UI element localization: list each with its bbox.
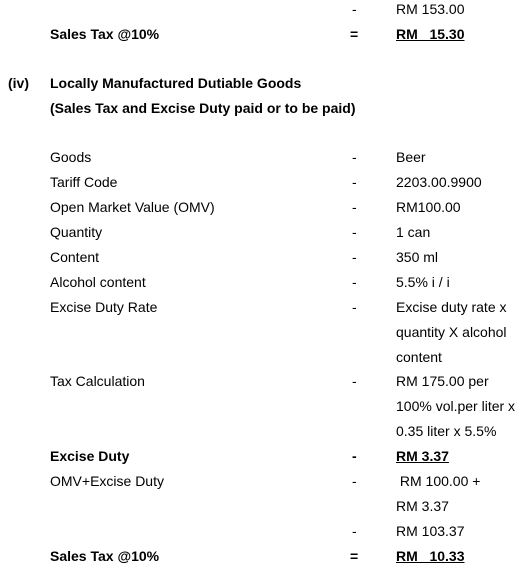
sales-tax-value: RM 15.30 <box>396 26 465 42</box>
section-number: (iv) <box>8 75 29 91</box>
separator-equals: = <box>350 26 359 42</box>
separator-dash: - <box>352 274 357 290</box>
row-value-quantity: 1 can <box>396 224 431 240</box>
separator-dash: - <box>352 473 357 489</box>
row-label-tariff-code: Tariff Code <box>50 174 118 190</box>
amount-value: RM 153.00 <box>396 1 465 17</box>
sales-tax-label: Sales Tax @10% <box>50 26 160 42</box>
sales-tax-label: Sales Tax @10% <box>50 548 160 564</box>
row-label-omv-plus-excise: OMV+Excise Duty <box>50 473 164 489</box>
separator-dash: - <box>352 149 357 165</box>
row-value-alcohol-content: 5.5% i / i <box>396 274 450 290</box>
row-value-subtotal: RM 103.37 <box>396 523 465 539</box>
row-value-goods: Beer <box>396 149 426 165</box>
separator-dash: - <box>352 224 357 240</box>
row-value-tariff-code: 2203.00.9900 <box>396 174 482 190</box>
separator-dash: - <box>352 199 357 215</box>
row-value-excise-duty-rate-line: quantity X alcohol <box>396 324 507 340</box>
row-label-excise-duty: Excise Duty <box>50 448 130 464</box>
section-title: Locally Manufactured Dutiable Goods <box>50 75 302 91</box>
row-value-excise-duty-rate-line: Excise duty rate x <box>396 299 507 315</box>
row-label-omv: Open Market Value (OMV) <box>50 199 215 215</box>
row-label-content: Content <box>50 249 100 265</box>
row-label-excise-duty-rate: Excise Duty Rate <box>50 299 158 315</box>
row-value-content: 350 ml <box>396 249 439 265</box>
separator-dash: - <box>352 174 357 190</box>
row-value-omv-plus-excise-line: RM 3.37 <box>396 498 449 514</box>
row-label-quantity: Quantity <box>50 224 103 240</box>
section-subtitle: (Sales Tax and Excise Duty paid or to be paid) <box>50 100 356 116</box>
separator-dash: - <box>352 1 357 17</box>
row-label-tax-calculation: Tax Calculation <box>50 373 145 389</box>
row-value-omv-plus-excise-line: RM 100.00 + <box>396 473 481 489</box>
separator-equals: = <box>350 548 359 564</box>
row-value-excise-duty-rate-line: content <box>396 349 442 365</box>
separator-dash: - <box>352 249 357 265</box>
row-value-tax-calculation-line: RM 175.00 per <box>396 373 489 389</box>
row-label-alcohol-content: Alcohol content <box>50 274 146 290</box>
row-label-goods: Goods <box>50 149 92 165</box>
separator-dash: - <box>352 523 357 539</box>
row-value-excise-duty: RM 3.37 <box>396 448 449 464</box>
separator-dash: - <box>352 448 357 464</box>
row-value-tax-calculation-line: 0.35 liter x 5.5% <box>396 423 497 439</box>
separator-dash: - <box>352 373 357 389</box>
separator-dash: - <box>352 299 357 315</box>
row-value-omv: RM100.00 <box>396 199 461 215</box>
row-value-tax-calculation-line: 100% vol.per liter x <box>396 398 516 414</box>
sales-tax-value: RM 10.33 <box>396 548 465 564</box>
